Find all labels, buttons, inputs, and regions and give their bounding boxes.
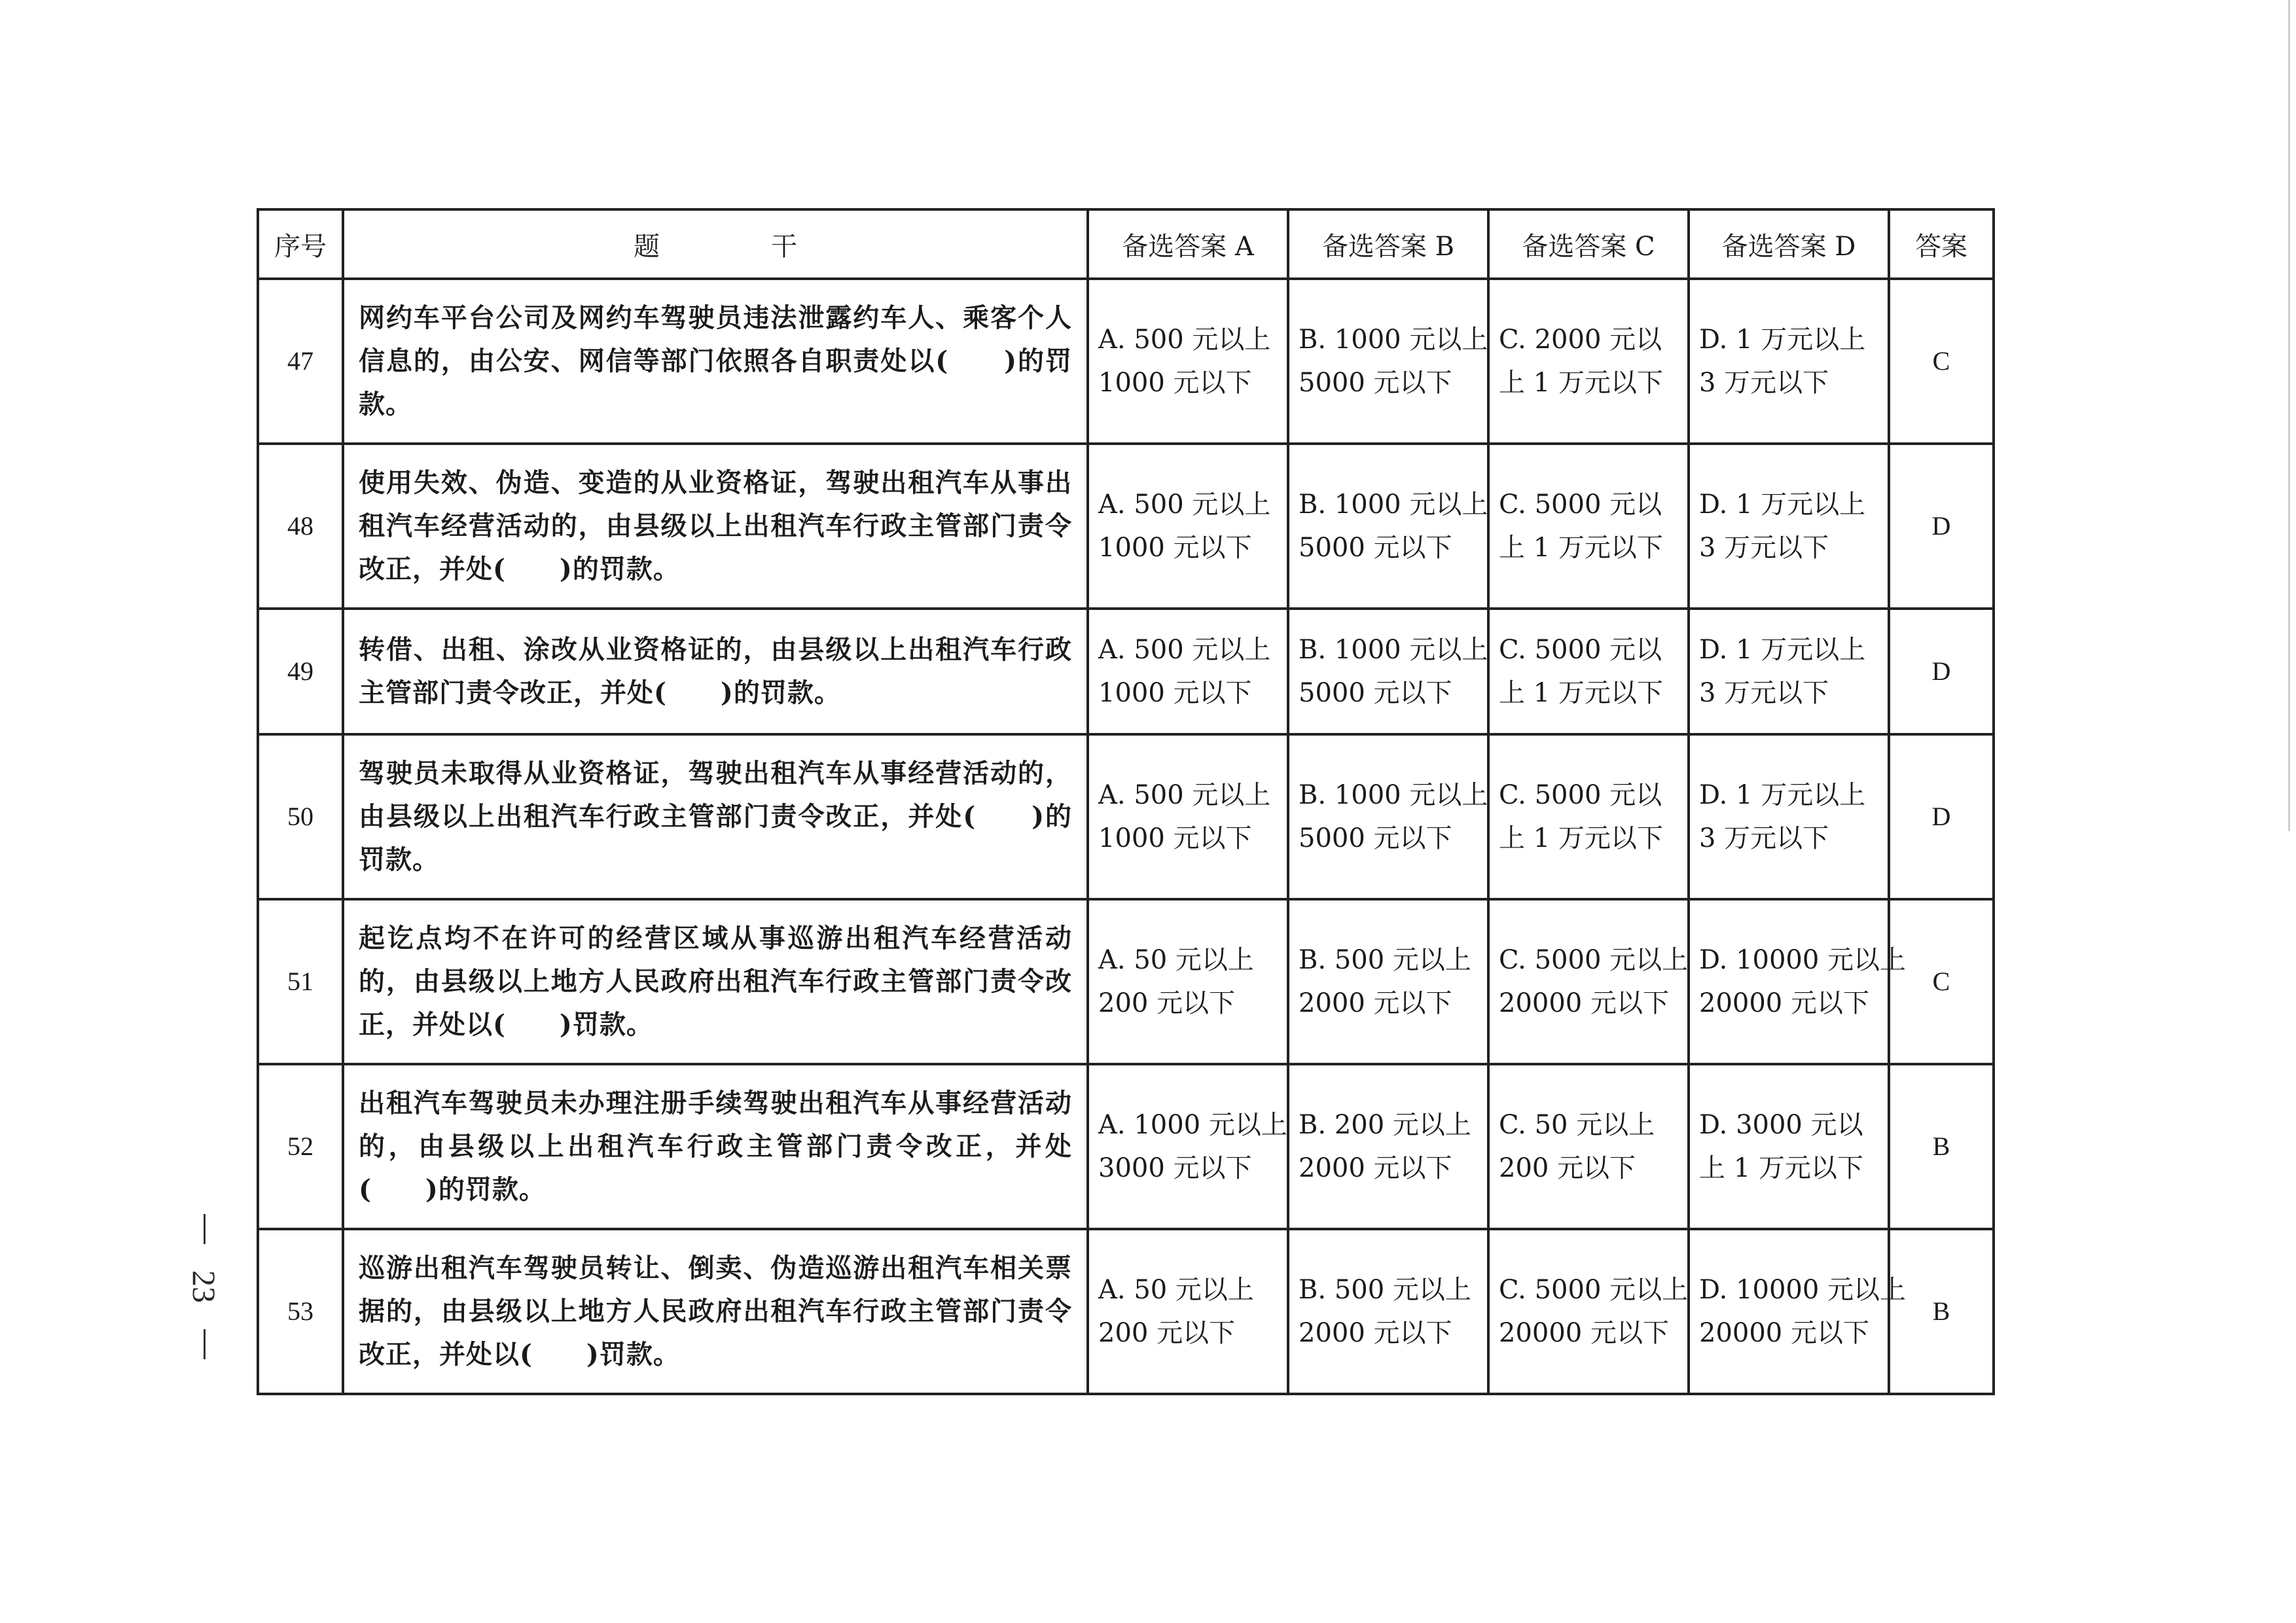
option-d [1689, 279, 1889, 444]
option-line: 20000 元以下 [1699, 988, 1869, 1018]
option-line: D. 1 万元以上 [1699, 325, 1866, 355]
option-line: 5000 元以下 [1299, 533, 1452, 563]
answer-cell: D [1889, 609, 1994, 734]
question-stem: 起讫点均不在许可的经营区域从事巡游出租汽车经营活动的，由县级以上地方人民政府出租汽车行政主管部门责令改正，并处以( )罚款。 [343, 899, 1088, 1064]
option-line: C. 50 元以上 [1499, 1110, 1655, 1140]
option-line: 1000 元以下 [1098, 368, 1252, 398]
option-line: 200 元以下 [1499, 1153, 1636, 1183]
option-line: A. 50 元以上 [1098, 945, 1254, 975]
table-row [258, 444, 1994, 609]
question-stem: 网约车平台公司及网约车驾驶员违法泄露约车人、乘客个人信息的，由公安、网信等部门依照各自职责处以( )的罚款。 [343, 279, 1088, 444]
option-line: 1000 元以下 [1098, 533, 1252, 563]
option-line: B. 500 元以上 [1299, 1275, 1471, 1305]
answer-cell: C [1889, 279, 1994, 444]
option-line: C. 5000 元以上 [1499, 1275, 1689, 1305]
option-line: 5000 元以下 [1299, 678, 1452, 708]
option-c [1488, 1229, 1689, 1394]
option-b [1288, 444, 1488, 609]
option-b [1288, 609, 1488, 734]
header-stem-right: 干 [771, 231, 797, 262]
option-d [1689, 444, 1889, 609]
option-line: B. 500 元以上 [1299, 945, 1471, 975]
option-c [1488, 899, 1689, 1064]
option-line: 1000 元以下 [1098, 678, 1252, 708]
option-line: 20000 元以下 [1499, 1318, 1669, 1348]
option-line: D. 1 万元以上 [1699, 780, 1866, 810]
question-number: 47 [258, 279, 343, 444]
option-line: C. 5000 元以 [1499, 635, 1662, 665]
page-number-dash-top [204, 1214, 206, 1244]
option-line: D. 1 万元以上 [1699, 490, 1866, 520]
header-stem [343, 209, 1088, 279]
table-row [258, 609, 1994, 734]
option-b [1288, 279, 1488, 444]
table-header-row [258, 209, 1994, 279]
header-option-c: 备选答案 C [1488, 209, 1689, 279]
option-line: A. 1000 元以上 [1098, 1110, 1287, 1140]
question-stem: 转借、出租、涂改从业资格证的，由县级以上出租汽车行政主管部门责令改正，并处( )的罚款。 [343, 609, 1088, 734]
scan-page-edge [2288, 0, 2290, 831]
option-a [1088, 734, 1288, 899]
header-option-a: 备选答案 A [1088, 209, 1288, 279]
option-line: A. 50 元以上 [1098, 1275, 1254, 1305]
option-line: D. 1 万元以上 [1699, 635, 1866, 665]
option-line: B. 1000 元以上 [1299, 325, 1488, 355]
option-a [1088, 609, 1288, 734]
option-line: 上 1 万元以下 [1699, 1153, 1863, 1183]
option-line: 2000 元以下 [1299, 988, 1452, 1018]
option-line: A. 500 元以上 [1098, 780, 1271, 810]
option-c [1488, 609, 1689, 734]
option-line: 上 1 万元以下 [1499, 823, 1663, 853]
header-answer: 答案 [1889, 209, 1994, 279]
option-c [1488, 734, 1689, 899]
option-line: D. 10000 元以上 [1699, 945, 1907, 975]
option-line: C. 5000 元以上 [1499, 945, 1689, 975]
question-stem: 出租汽车驾驶员未办理注册手续驾驶出租汽车从事经营活动的，由县级以上出租汽车行政主管部门责令改正，并处( )的罚款。 [343, 1064, 1088, 1229]
answer-cell: D [1889, 444, 1994, 609]
page-number-dash-bottom [204, 1329, 206, 1359]
option-line: 20000 元以下 [1499, 988, 1669, 1018]
answer-cell: C [1889, 899, 1994, 1064]
option-d [1689, 734, 1889, 899]
question-stem: 巡游出租汽车驾驶员转让、倒卖、伪造巡游出租汽车相关票据的，由县级以上地方人民政府出租汽车行政主管部门责令改正，并处以( )罚款。 [343, 1229, 1088, 1394]
answer-cell: B [1889, 1064, 1994, 1229]
option-line: 3 万元以下 [1699, 533, 1829, 563]
option-line: C. 5000 元以 [1499, 780, 1662, 810]
option-line: A. 500 元以上 [1098, 635, 1271, 665]
option-b [1288, 1229, 1488, 1394]
option-line: 2000 元以下 [1299, 1318, 1452, 1348]
option-line: 上 1 万元以下 [1499, 533, 1663, 563]
option-line: B. 200 元以上 [1299, 1110, 1471, 1140]
option-line: C. 5000 元以 [1499, 490, 1662, 520]
header-stem-left: 题 [634, 231, 660, 262]
question-stem: 驾驶员未取得从业资格证，驾驶出租汽车从事经营活动的，由县级以上出租汽车行政主管部门责令改正，并处( )的罚款。 [343, 734, 1088, 899]
answer-cell: B [1889, 1229, 1994, 1394]
option-line: B. 1000 元以上 [1299, 635, 1488, 665]
option-line: 2000 元以下 [1299, 1153, 1452, 1183]
option-line: A. 500 元以上 [1098, 490, 1271, 520]
option-line: 1000 元以下 [1098, 823, 1252, 853]
answer-cell: D [1889, 734, 1994, 899]
option-line: 200 元以下 [1098, 988, 1236, 1018]
header-option-d: 备选答案 D [1689, 209, 1889, 279]
option-line: B. 1000 元以上 [1299, 780, 1488, 810]
option-a [1088, 899, 1288, 1064]
option-d [1689, 1229, 1907, 1394]
table-row [258, 1064, 1994, 1229]
option-b [1288, 899, 1488, 1064]
option-d [1689, 899, 1907, 1064]
option-c [1488, 1064, 1689, 1229]
option-line: 3000 元以下 [1098, 1153, 1252, 1183]
question-number: 48 [258, 444, 343, 609]
page-number-text: 23 [186, 1270, 223, 1303]
table-row [258, 734, 1994, 899]
option-b [1288, 734, 1488, 899]
option-line: 5000 元以下 [1299, 823, 1452, 853]
option-d [1689, 1064, 1889, 1229]
option-c [1488, 279, 1689, 444]
option-a [1088, 1064, 1288, 1229]
option-line: 5000 元以下 [1299, 368, 1452, 398]
header-number: 序号 [258, 209, 343, 279]
option-b [1288, 1064, 1488, 1229]
option-line: D. 10000 元以上 [1699, 1275, 1907, 1305]
option-a [1088, 444, 1288, 609]
option-line: 3 万元以下 [1699, 678, 1829, 708]
option-line: C. 2000 元以 [1499, 325, 1662, 355]
question-number: 53 [258, 1229, 343, 1394]
option-line: 3 万元以下 [1699, 823, 1829, 853]
table-row [258, 1229, 1994, 1394]
question-number: 49 [258, 609, 343, 734]
question-table [257, 208, 1995, 1395]
question-number: 52 [258, 1064, 343, 1229]
option-line: 3 万元以下 [1699, 368, 1829, 398]
page-number [165, 1195, 243, 1378]
option-line: 20000 元以下 [1699, 1318, 1869, 1348]
option-a [1088, 1229, 1288, 1394]
table-row [258, 279, 1994, 444]
option-line: B. 1000 元以上 [1299, 490, 1488, 520]
option-line: 上 1 万元以下 [1499, 678, 1663, 708]
option-c [1488, 444, 1689, 609]
header-option-b: 备选答案 B [1288, 209, 1488, 279]
option-d [1689, 609, 1889, 734]
option-line: 200 元以下 [1098, 1318, 1236, 1348]
table-row [258, 899, 1994, 1064]
question-number: 51 [258, 899, 343, 1064]
option-line: 上 1 万元以下 [1499, 368, 1663, 398]
option-line: A. 500 元以上 [1098, 325, 1271, 355]
option-a [1088, 279, 1288, 444]
question-stem: 使用失效、伪造、变造的从业资格证，驾驶出租汽车从事出租汽车经营活动的，由县级以上出租汽车行政主管部门责令改正，并处( )的罚款。 [343, 444, 1088, 609]
question-number: 50 [258, 734, 343, 899]
option-line: D. 3000 元以 [1699, 1110, 1863, 1140]
